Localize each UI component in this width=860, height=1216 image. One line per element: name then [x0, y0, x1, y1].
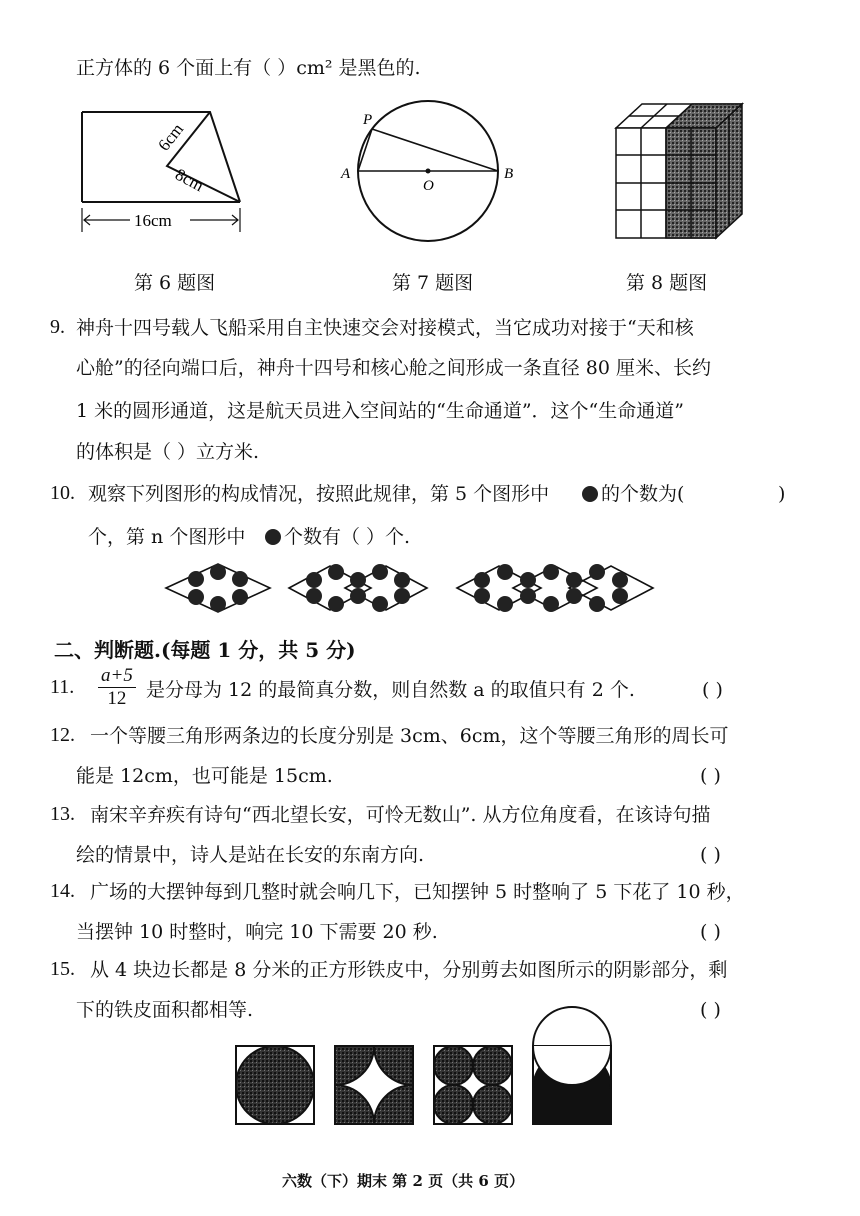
- fig7-label-o: O: [423, 178, 434, 194]
- fig7-label-b: B: [504, 166, 514, 182]
- q5-continuation: 正方体的 6 个面上有（ ）cm² 是黑色的.: [76, 57, 421, 79]
- q10-pattern-figures: [164, 560, 664, 620]
- q13-line-2: 绘的情景中，诗人是站在长安的东南方向.: [76, 844, 425, 866]
- q12-answer-paren[interactable]: ( ): [700, 765, 721, 787]
- q11-fraction-denominator: 12: [107, 688, 127, 709]
- q9-number: 9.: [50, 316, 65, 338]
- q15-line-2: 下的铁皮面积都相等.: [76, 999, 254, 1021]
- q11-number: 11.: [50, 676, 75, 698]
- figure-8: [608, 98, 758, 248]
- q15-answer-paren[interactable]: ( ): [700, 999, 721, 1021]
- section-2-note: (每题 1 分，共 5 分): [160, 638, 356, 662]
- q11-fraction-numerator: a+5: [98, 665, 136, 688]
- fig6-label-6cm: 6cm: [154, 119, 188, 155]
- q15-number: 15.: [50, 958, 75, 980]
- section-2-title: 二、判断题.: [54, 638, 161, 662]
- q11-text: 是分母为 12 的最简真分数，则自然数 a 的取值只有 2 个.: [146, 679, 635, 701]
- q9-line-1: 神舟十四号载人飞船采用自主快速交会对接模式，当它成功对接于“天和核: [76, 317, 694, 339]
- q14-line-2: 当摆钟 10 时整时，响完 10 下需要 20 秒.: [76, 921, 438, 943]
- q11-fraction: [98, 665, 136, 710]
- fig7-caption: 第 7 题图: [392, 272, 474, 294]
- q12-number: 12.: [50, 724, 75, 746]
- figure-6: [70, 100, 270, 240]
- fig7-label-p: P: [363, 112, 373, 128]
- black-dot-icon: [264, 528, 282, 546]
- fig7-label-a: A: [341, 166, 351, 182]
- fig6-label-8cm: 8cm: [172, 164, 207, 196]
- q10-line-1b: 的个数为(: [601, 483, 685, 505]
- q10-line-1c: ): [778, 483, 786, 505]
- q9-line-4: 的体积是（ ）立方米.: [76, 441, 260, 463]
- q15-figures: [234, 1044, 634, 1134]
- figure-7: [338, 92, 538, 272]
- q9-line-3: 1 米的圆形通道，这是航天员进入空间站的“生命通道”．这个“生命通道”: [76, 400, 684, 422]
- q13-line-1: 南宋辛弃疾有诗句“西北望长安，可怜无数山”. 从方位角度看，在该诗句描: [90, 804, 711, 826]
- q10-number: 10.: [50, 482, 75, 504]
- q15-line-1: 从 4 块边长都是 8 分米的正方形铁皮中，分别剪去如图所示的阴影部分，剩: [90, 959, 728, 981]
- q12-line-2: 能是 12cm，也可能是 15cm.: [76, 765, 333, 787]
- q14-line-1: 广场的大摆钟每到几整时就会响几下，已知摆钟 5 时整响了 5 下花了 10 秒，: [90, 881, 745, 903]
- q14-number: 14.: [50, 880, 75, 902]
- fig8-caption: 第 8 题图: [626, 272, 708, 294]
- fig6-caption: 第 6 题图: [134, 272, 216, 294]
- section-2-heading: [54, 634, 356, 663]
- q9-line-2: 心舱”的径向端口后，神舟十四号和核心舱之间形成一条直径 80 厘米、长约: [76, 357, 711, 379]
- q11-answer-paren[interactable]: ( ): [702, 679, 723, 701]
- q10-line-1a: 观察下列图形的构成情况，按照此规律，第 5 个图形中: [88, 483, 550, 505]
- q12-line-1: 一个等腰三角形两条边的长度分别是 3cm、6cm，这个等腰三角形的周长可: [90, 725, 729, 747]
- q13-answer-paren[interactable]: ( ): [700, 844, 721, 866]
- page-footer: 六数（下）期末 第 2 页（共 6 页）: [282, 1172, 524, 1190]
- black-dot-icon: [581, 485, 599, 503]
- fig6-label-16cm: 16cm: [134, 211, 172, 230]
- q10-line-2a: 个，第 n 个图形中: [88, 526, 246, 548]
- q14-answer-paren[interactable]: ( ): [700, 921, 721, 943]
- q10-line-2b: 个数有（ ）个.: [284, 526, 411, 548]
- q13-number: 13.: [50, 803, 75, 825]
